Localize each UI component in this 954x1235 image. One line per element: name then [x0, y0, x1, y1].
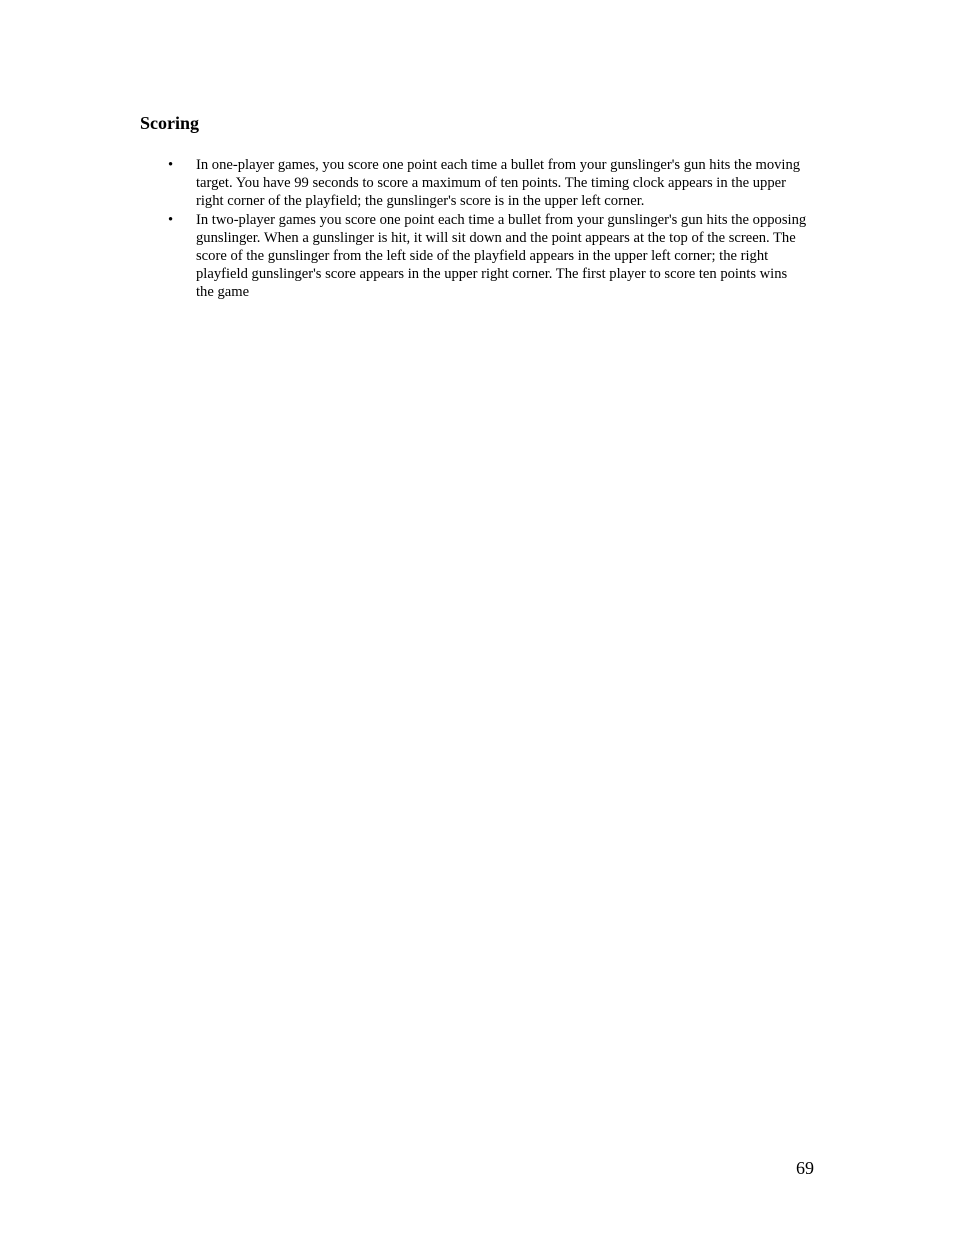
list-item	[168, 156, 808, 211]
list-item	[168, 211, 808, 302]
bullet-icon: •	[168, 211, 174, 228]
list-item-text: In one-player games, you score one point each time a bullet from your gunslinger's gun hits the moving target. You have 99 seconds to score a maximum of ten points. The timing clock appears in the upper right corner of the playfield; the gunslinger's score is in the upper left corner.	[196, 157, 801, 210]
section-heading: Scoring	[140, 113, 200, 133]
bullet-list	[168, 156, 808, 302]
bullet-icon: •	[168, 157, 174, 173]
page-number: 69	[796, 1158, 814, 1178]
list-item-text: In two-player games you score one point each time a bullet from your gunslinger's gun hits the opposing gunslinger. When a gunslinger is hit, it will sit down and the point appears at the top of the screen. The score of the gunslinger from the left side of the playfield appears in the upper left corner; the right playfield gunslinger's score appears in the upper right corner. The first player to score ten points wins the game	[196, 211, 807, 301]
